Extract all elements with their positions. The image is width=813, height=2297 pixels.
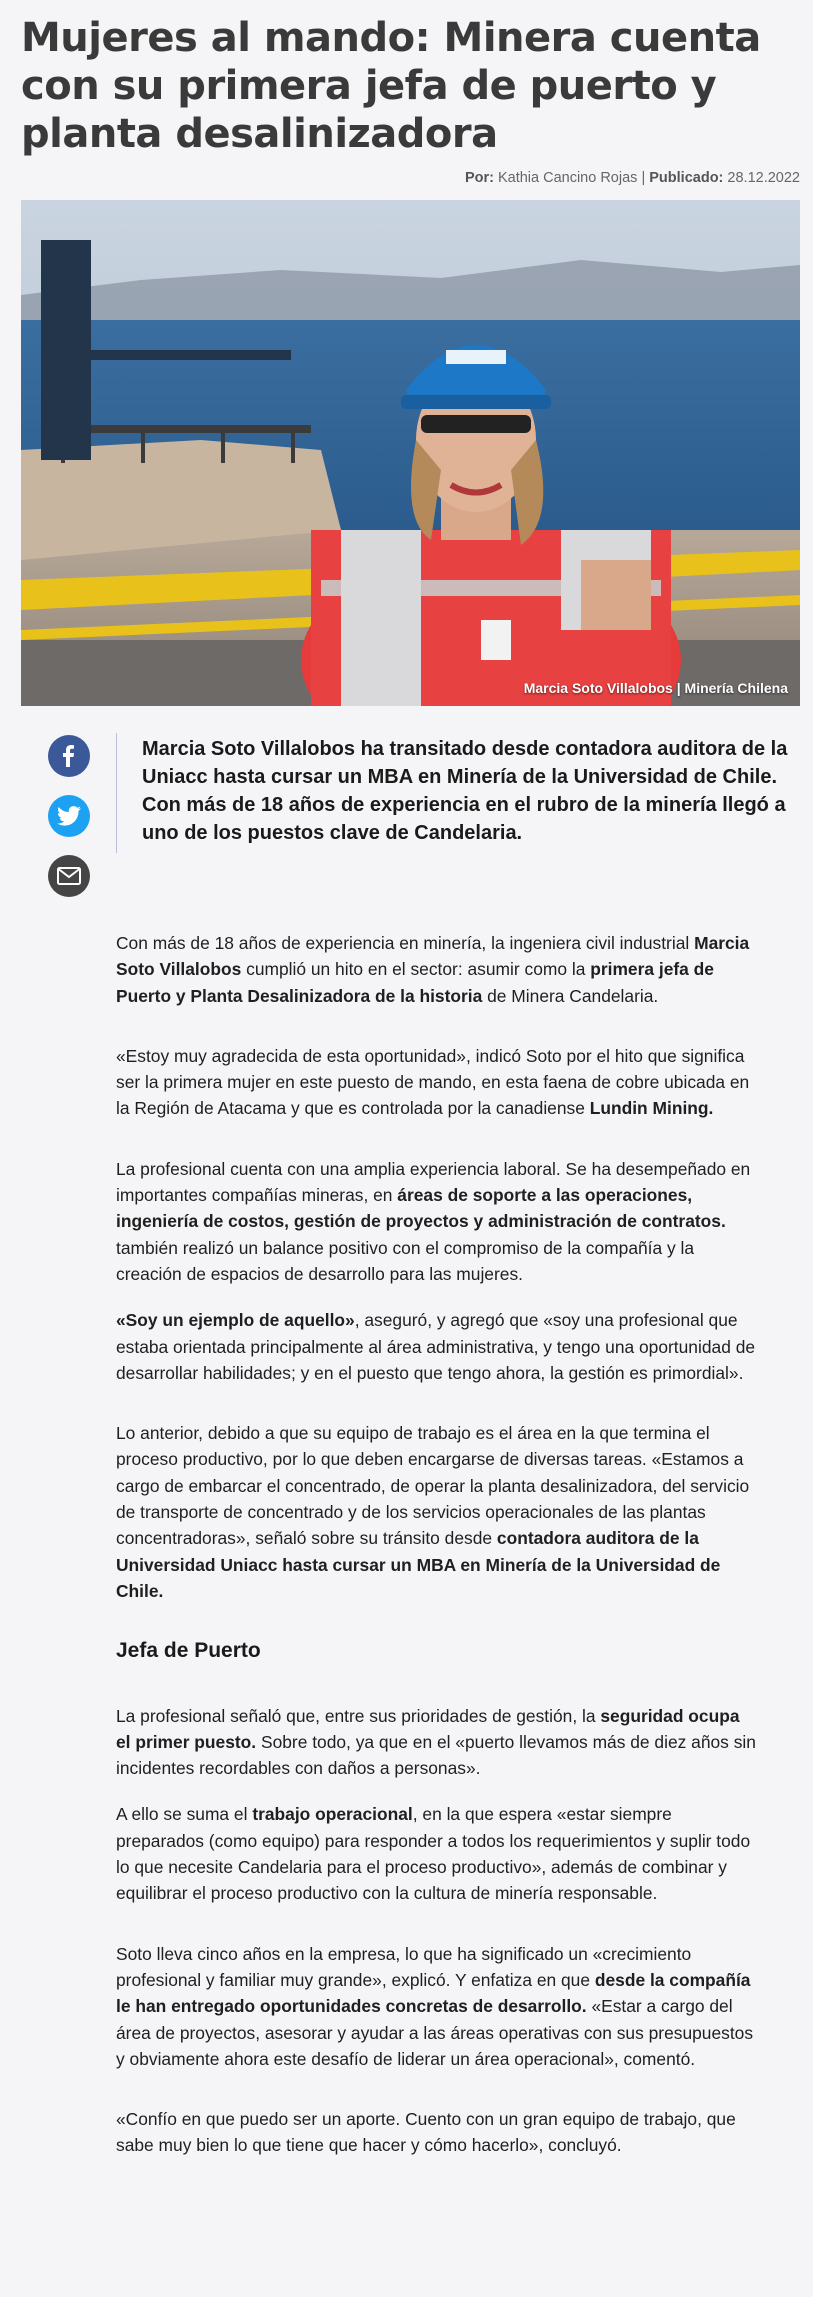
text-run: Lo anterior, debido a que su equipo de trabajo es el área en la que termina el proceso productivo, por lo que deben encargarse de diversas tareas. «Estamos a cargo de embarcar el concentrado, de operar la planta desalinizadora, del servicio de transporte de concentrado y de los servicios operacionales de las plantas concentradoras», señaló sobre su tránsito desde — [116, 1423, 750, 1549]
article-paragraph — [116, 1703, 756, 1782]
article-paragraph — [116, 1307, 756, 1386]
bold-text: Lundin Mining. — [589, 1098, 714, 1119]
paragraphs-section-2 — [116, 1703, 756, 2159]
text-run: Con más de 18 años de experiencia en minería, la ingeniera civil industrial — [116, 933, 695, 953]
image-caption: Marcia Soto Villalobos | Minería Chilena — [523, 680, 788, 696]
text-run: A ello se suma el — [116, 1804, 253, 1825]
article-paragraph — [116, 930, 756, 1009]
byline-separator: | — [641, 170, 646, 186]
article-body — [116, 930, 756, 2193]
email-icon — [57, 867, 81, 885]
facebook-icon — [59, 745, 79, 767]
subheading: Jefa de Puerto — [116, 1639, 261, 1663]
text-run: Soto lleva cinco años en la empresa, lo que ha significado un «crecimiento profesional y familiar muy grande», explicó. Y enfatiza en que — [116, 1943, 692, 1990]
bold-text: «Soy un ejemplo de aquello» — [116, 1310, 355, 1331]
article-paragraph — [116, 2106, 756, 2159]
text-run: «Estar a cargo del área de proyectos, asesorar y ayudar a las áreas operativas con sus presupuestos y obviamente ahora este desafío de liderar un área operacional», comentó. — [116, 1996, 754, 2069]
article-title: Mujeres al mando: Minera cuenta con su primera jefa de puerto y planta desalinizadora — [21, 15, 761, 157]
text-run: Sobre todo, ya que en el «puerto llevamos más de diez años sin incidentes recordables con daños a personas». — [116, 1731, 756, 1779]
published-label: Publicado: — [649, 170, 724, 186]
bold-text: Marcia Soto Villalobos — [116, 933, 750, 980]
text-run: «Confío en que puedo ser un aporte. Cuento con un gran equipo de trabajo, que sabe muy bien lo que tiene que hacer y cómo hacerlo», concluyó. — [116, 2109, 736, 2156]
byline — [465, 170, 800, 186]
email-share-button[interactable] — [48, 855, 90, 897]
text-run: también realizó un balance positivo con el compromiso de la compañía y la creación de espacios de desarrollo para las mujeres. — [116, 1237, 695, 1284]
author-label: Por: — [464, 170, 494, 186]
twitter-share-button[interactable] — [48, 795, 90, 837]
text-run: , en la que espera «estar siempre preparados (como equipo) para responder a todos los requerimientos y suplir todo lo que necesite Candelaria para el proceso productivo», además de combinar y equilibrar el proceso productivo con la cultura de minería responsable. — [116, 1804, 751, 1904]
bold-text: áreas de soporte a las operaciones, ingeniería de costos, gestión de proyectos y administración de contratos. — [116, 1185, 726, 1232]
article-lead: Marcia Soto Villalobos ha transitado desde contadora auditora de la Uniacc hasta cursar un MBA en Minería de la Universidad de Chile. Con más de 18 años de experiencia en el rubro de la minería llegó a uno de los puestos clave de Candelaria. — [142, 738, 788, 844]
text-run: La profesional señaló que, entre sus prioridades de gestión, la — [116, 1705, 601, 1726]
text-run: La profesional cuenta con una amplia experiencia laboral. Se ha desempeñado en importantes compañías mineras, en — [116, 1158, 751, 1206]
article-paragraph — [116, 1420, 756, 1604]
share-bar — [48, 735, 90, 915]
text-run: cumplió un hito en el sector: asumir como la — [241, 959, 591, 980]
article-paragraph — [116, 1156, 756, 1287]
text-run: , aseguró, y agregó que «soy una profesional que estaba orientada principalmente al área administrativa, y tengo una oportunidad de desarrollar habilidades; y en el puesto que tengo ahora, la gestión es primordial». — [116, 1310, 756, 1383]
text-run: de Minera Candelaria. — [482, 985, 659, 1006]
facebook-share-button[interactable] — [48, 735, 90, 777]
bold-text: primera jefa de Puerto y Planta Desalinizadora de la historia — [116, 959, 714, 1006]
author-name: Kathia Cancino Rojas — [497, 170, 638, 186]
published-date: 28.12.2022 — [727, 170, 800, 186]
text-run: «Estoy muy agradecida de esta oportunidad», indicó Soto por el hito que significa ser la primera mujer en este puesto de mando, en esta faena de cobre ubicada en la Región de Atacama y que es controlada por la canadiense — [116, 1045, 750, 1119]
bold-text: seguridad ocupa el primer puesto. — [116, 1705, 740, 1752]
bold-text: desde la compañía le han entregado oportunidades concretas de desarrollo. — [116, 1969, 751, 2017]
article-paragraph — [116, 1043, 756, 1122]
article-paragraph — [116, 1801, 756, 1906]
bold-text: trabajo operacional — [252, 1804, 413, 1825]
paragraphs-section-1 — [116, 930, 756, 1604]
article-paragraph — [116, 1941, 756, 2072]
lead-divider — [116, 733, 117, 853]
twitter-icon — [57, 806, 81, 826]
bold-text: contadora auditora de la Universidad Uniacc hasta cursar un MBA en Minería de la Universidad de Chile. — [116, 1528, 721, 1601]
hero-photo — [21, 200, 800, 706]
hero-image — [21, 200, 800, 706]
